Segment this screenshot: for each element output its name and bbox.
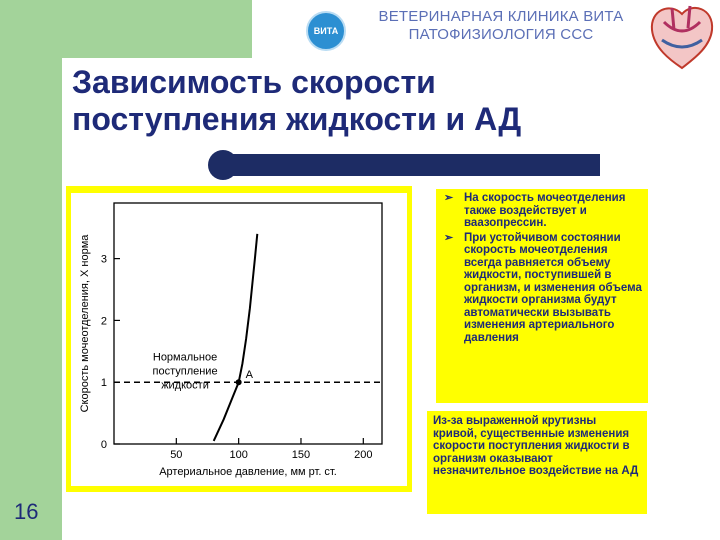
- series-line: [214, 234, 258, 441]
- bullet-text: При устойчивом состоянии скорость мочеотделения всегда равняется объему жидкости, поступившей в организм, и изменения объема жидкости организма будут автоматически вызывать изменения артериального давления: [464, 231, 642, 344]
- clinic-subtitle: ПАТОФИЗИОЛОГИЯ ССС: [408, 26, 594, 43]
- slide-title: [72, 64, 521, 138]
- bullet-item-vasopressin: [440, 192, 644, 230]
- y-tick-label: 0: [100, 439, 107, 451]
- title-line-2: поступления жидкости и АД: [72, 101, 522, 137]
- y-axis-label: Скорость мочеотделения, X норма: [79, 234, 91, 413]
- point-a-marker: [236, 379, 242, 385]
- y-tick-label: 3: [100, 253, 107, 266]
- y-tick-label: 2: [100, 315, 107, 328]
- x-tick-label: 50: [170, 449, 183, 461]
- point-a-label: A: [245, 369, 253, 382]
- page-number: 16: [14, 499, 39, 524]
- annotation-line: поступление: [152, 365, 218, 378]
- arrow-bullet-icon: ➢: [444, 231, 454, 244]
- arrow-bullet-icon: ➢: [444, 192, 454, 204]
- title-line-1: Зависимость скорости: [72, 64, 436, 100]
- bullet-list: [436, 189, 648, 344]
- clinic-logo: [306, 11, 346, 51]
- x-axis-label: Артериальное давление, мм рт. ст.: [159, 466, 337, 478]
- pressure-diuresis-chart: [71, 193, 407, 486]
- logo-text: ВИТА: [313, 26, 339, 36]
- bullet-item-steady-state: [440, 232, 644, 345]
- title-bar: [222, 154, 600, 176]
- annotation-line: жидкости: [161, 379, 209, 392]
- bullet-text: На скорость мочеотделения также воздействует и ваазопрессин.: [464, 192, 626, 229]
- x-tick-label: 150: [291, 449, 311, 461]
- note-text: Из-за выраженной крутизны кривой, существенные изменения скорости поступления жидкости в организм оказывают незначительное воздействие на АД: [433, 415, 639, 478]
- accent-band-left: [0, 58, 62, 540]
- heart-icon: [642, 0, 720, 70]
- y-tick-label: 1: [100, 377, 107, 390]
- bullet-box: [436, 189, 648, 403]
- note-box: [427, 411, 647, 514]
- clinic-name: ВЕТЕРИНАРНАЯ КЛИНИКА ВИТА: [378, 8, 624, 25]
- x-tick-label: 200: [354, 449, 373, 461]
- clinic-header: [356, 8, 646, 44]
- accent-band-top: [0, 0, 252, 58]
- annotation-line: Нормальное: [152, 351, 218, 364]
- x-tick-label: 100: [229, 449, 248, 461]
